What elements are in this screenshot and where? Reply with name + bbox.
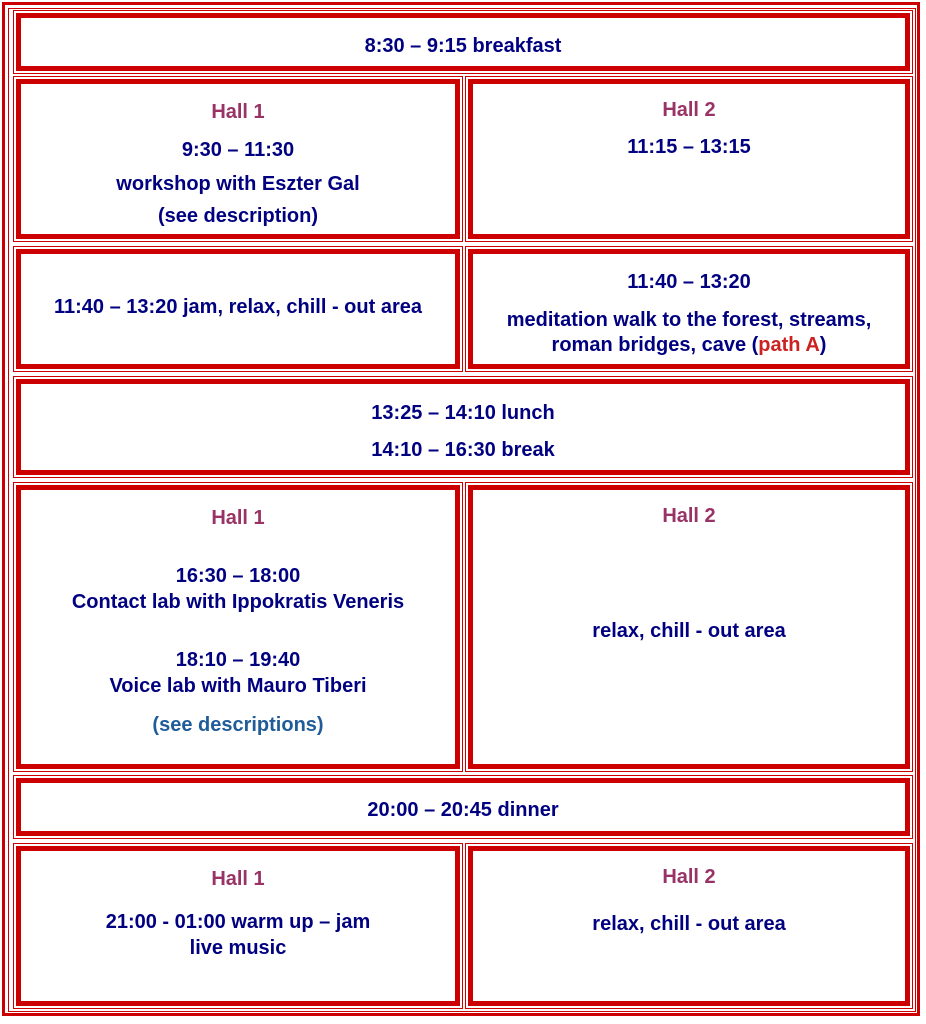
voice-lab-time: 18:10 – 19:40 — [175, 649, 301, 671]
voice-lab-title: Voice lab with Mauro Tiberi — [109, 675, 367, 697]
relax-text: relax, chill - out area — [592, 913, 786, 935]
meditation-line2-prefix: roman bridges, cave ( — [551, 334, 759, 356]
hall1-label: Hall 1 — [211, 507, 265, 529]
path-a-link[interactable]: path A — [758, 334, 820, 356]
workshop-title: workshop with Eszter Gal — [116, 173, 360, 195]
meditation-time: 11:40 – 13:20 — [627, 271, 751, 293]
block4-hall1-cell — [16, 846, 460, 1006]
hall2-label: Hall 2 — [662, 505, 716, 527]
meditation-line1: meditation walk to the forest, streams, — [506, 309, 872, 331]
hall2-label: Hall 2 — [662, 99, 716, 121]
block2-left-cell — [16, 249, 460, 369]
hall2-label: Hall 2 — [662, 866, 716, 888]
breakfast-text: 8:30 – 9:15 breakfast — [364, 35, 562, 57]
live-music-text: live music — [189, 937, 287, 959]
hall2-time: 11:15 – 13:15 — [627, 136, 751, 158]
dinner-cell — [16, 778, 910, 836]
block3-hall1-cell — [16, 485, 460, 769]
block4-hall2-cell — [468, 846, 910, 1006]
contact-lab-title: Contact lab with Ippokratis Veneris — [71, 591, 405, 613]
meditation-line2 — [473, 333, 905, 357]
see-description-link[interactable]: (see description) — [157, 205, 319, 227]
block2-right-cell — [468, 249, 910, 369]
block3-hall2-cell — [468, 485, 910, 769]
contact-lab-time: 16:30 – 18:00 — [175, 565, 301, 587]
block1-hall2-cell — [468, 79, 910, 239]
hall1-label: Hall 1 — [211, 868, 265, 890]
dinner-text: 20:00 – 20:45 dinner — [367, 799, 559, 821]
lunch-break-cell — [16, 379, 910, 475]
jam-text: 11:40 – 13:20 jam, relax, chill - out area — [54, 296, 422, 318]
breakfast-cell — [16, 13, 910, 71]
meditation-line2-suffix: ) — [819, 334, 827, 356]
workshop-time: 9:30 – 11:30 — [181, 139, 295, 161]
break-text: 14:10 – 16:30 break — [371, 439, 555, 461]
warmup-text: 21:00 - 01:00 warm up – jam — [105, 911, 371, 933]
see-descriptions-link[interactable]: (see descriptions) — [152, 714, 324, 736]
block1-hall1-cell — [16, 79, 460, 239]
relax-text: relax, chill - out area — [592, 620, 786, 642]
lunch-text: 13:25 – 14:10 lunch — [371, 402, 555, 424]
hall1-label: Hall 1 — [211, 101, 265, 123]
